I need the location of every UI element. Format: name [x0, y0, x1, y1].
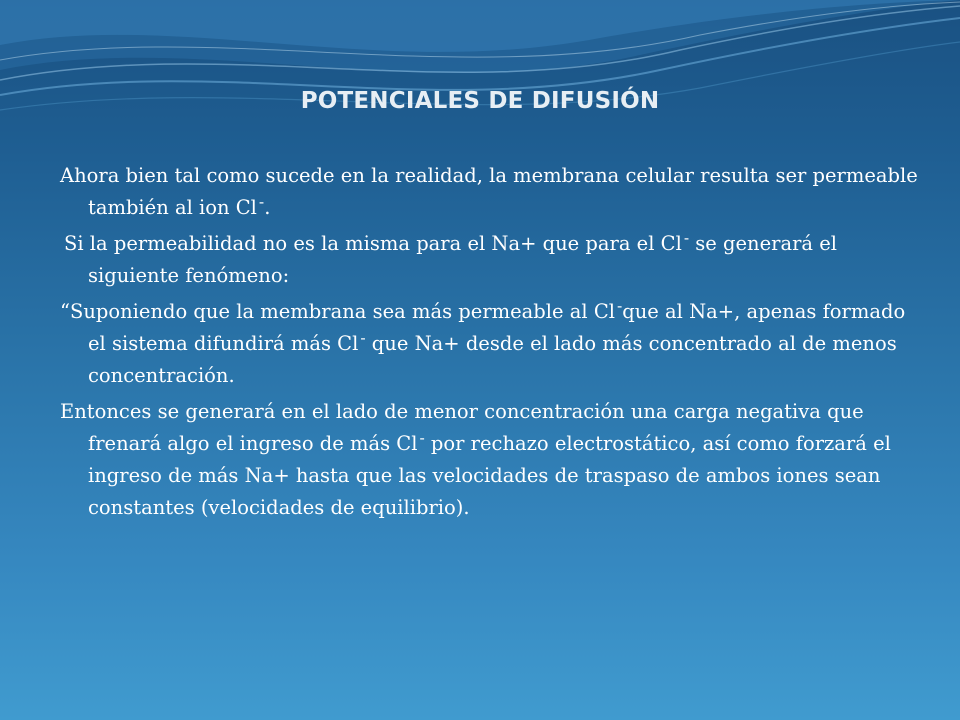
paragraph-2-text: se generará el siguiente fenómeno: — [88, 232, 838, 287]
chloride-charge: - — [419, 428, 425, 447]
paragraph-4-part-1: Entonces se generará en el lado de menor concentración una carga negativa que frenará algo el ingreso de más Cl — [60, 400, 864, 455]
chloride-charge: - — [360, 328, 366, 347]
decorative-waves — [0, 0, 960, 140]
paragraph-4 — [60, 396, 920, 524]
paragraph-3-part-3: que Na+ desde el lado más concentrado al de menos concentración. — [88, 332, 897, 387]
paragraph-3-part-1: “Suponiendo que la membrana sea más permeable al Cl — [60, 300, 615, 323]
chloride-charge: - — [683, 228, 690, 247]
paragraph-1-text: Ahora bien tal como sucede en la realidad, la membrana celular resulta ser permeable también al ion Cl — [60, 164, 918, 219]
paragraph-1-end: . — [264, 196, 271, 219]
paragraph-2 — [60, 228, 920, 292]
paragraph-3 — [60, 296, 920, 392]
paragraph-4-part-2: por rechazo electrostático, así como forzará el ingreso de más Na+ hasta que las velocidades de traspaso de ambos iones sean constantes (velocidades de equilibrio). — [88, 432, 891, 519]
slide-body — [60, 160, 920, 528]
paragraph-1 — [60, 160, 920, 224]
chloride-charge: - — [616, 296, 623, 315]
slide-title: POTENCIALES DE DIFUSIÓN — [300, 88, 660, 114]
chloride-charge: - — [258, 192, 265, 211]
paragraph-3-part-2: que al Na+, apenas formado el sistema difundirá más Cl — [88, 300, 906, 355]
paragraph-2-lead: Si la permeabilidad no es la misma para el Na+ que para el Cl — [64, 232, 682, 255]
